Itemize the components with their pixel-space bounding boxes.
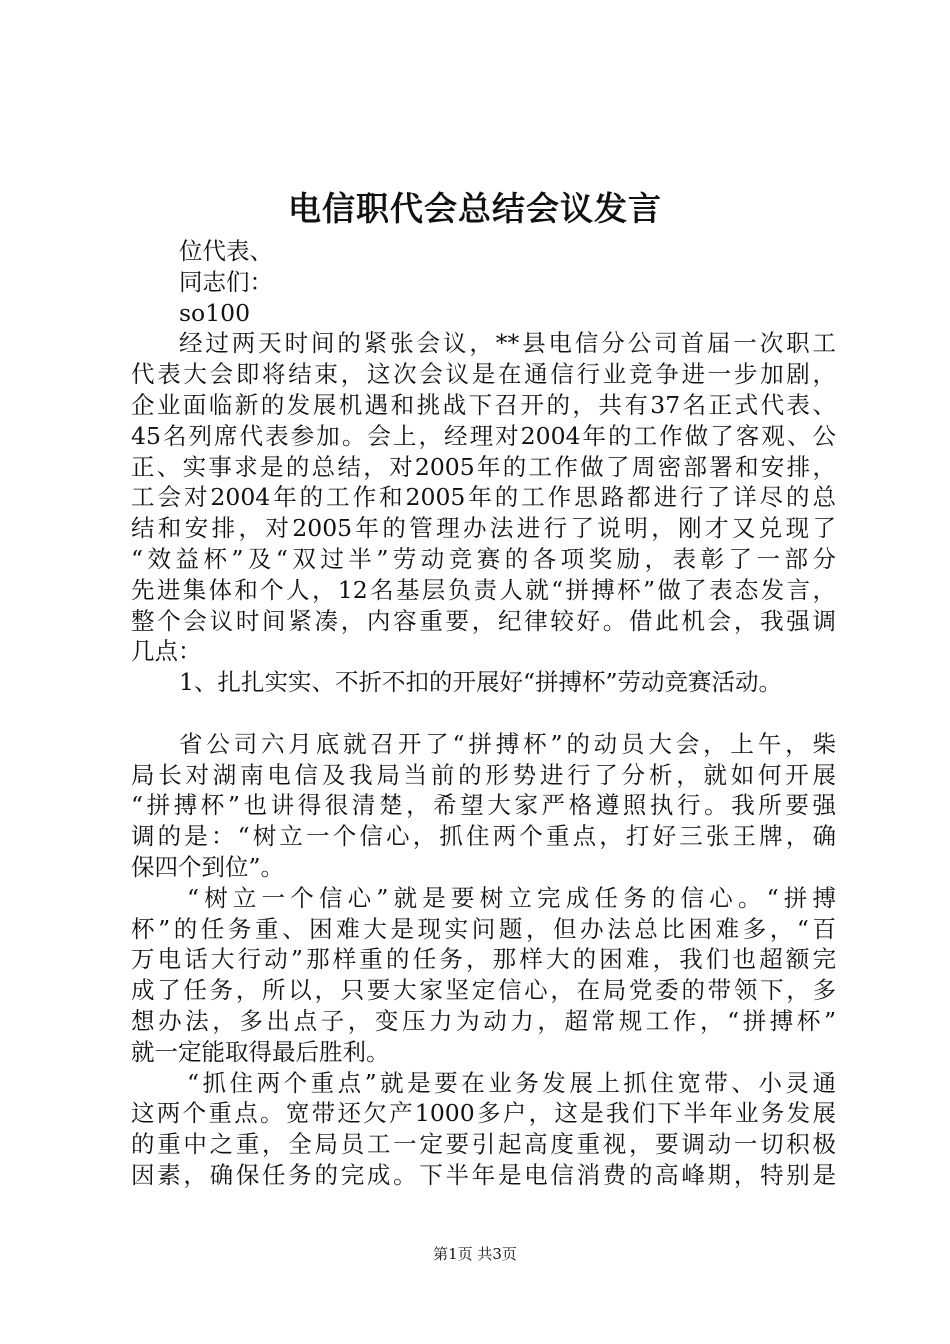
paragraph-line: 调的是：“树立一个信心，抓住两个重点，打好三张王牌，确 [131,822,836,851]
paragraph-line: “抓住两个重点”就是要在业务发展上抓住宽带、小灵通 [187,1068,836,1097]
paragraph-line: 结和安排，对2005年的管理办法进行了说明，刚才又兑现了 [131,514,836,543]
document-title: 电信职代会总结会议发言 [288,189,662,228]
paragraph-line: 45名列席代表参加。会上，经理对2004年的工作做了客观、公 [131,421,836,450]
paragraph-line: “效益杯”及“双过半”劳动竞赛的各项奖励，表彰了一部分 [131,544,836,573]
paragraph-line: 局长对湖南电信及我局当前的形势进行了分析，就如何开展 [131,760,836,789]
paragraph-line: “树立一个信心”就是要树立完成任务的信心。“拼搏 [187,883,836,912]
paragraph-line: 整个会议时间紧凑，内容重要，纪律较好。借此机会，我强调 [131,606,836,635]
paragraph-line: 的重中之重，全局员工一定要引起高度重视，要调动一切积极 [131,1130,836,1159]
paragraph-line: 企业面临新的发展机遇和挑战下召开的，共有37名正式代表、 [131,390,836,419]
page-footer: 第1页 共3页 [433,1245,517,1263]
paragraph-line: 成了任务，所以，只要大家坚定信心，在局党委的带领下，多 [131,976,836,1005]
greeting-line: 同志们： [179,267,273,296]
paragraph-line: 正、实事求是的总结，对2005年的工作做了周密部署和安排， [131,452,836,481]
paragraph-line: 万电话大行动”那样重的任务，那样大的困难，我们也超额完 [131,945,836,974]
paragraph-line: 保四个到位”。 [131,852,285,881]
paragraph-line: 因素，确保任务的完成。下半年是电信消费的高峰期，特别是 [131,1160,836,1189]
paragraph-line: 就一定能取得最后胜利。 [131,1037,390,1066]
paragraph-line: 省公司六月底就召开了“拼搏杯”的动员大会，上午，柴 [179,729,836,758]
paragraph-line: 想办法，多出点子，变压力为动力，超常规工作，“拼搏杯” [131,1006,836,1035]
paragraph-line: 几点： [131,637,202,666]
section-heading: 1、扎扎实实、不折不扣的开展好“拼搏杯”劳动竞赛活动。 [179,668,782,697]
paragraph-line: “拼搏杯”也讲得很清楚，希望大家严格遵照执行。我所要强 [131,791,836,820]
paragraph-line: 工会对2004年的工作和2005年的工作思路都进行了详尽的总 [131,483,836,512]
blank-line [131,698,836,729]
greeting-line: 位代表、 [179,237,273,265]
greeting-line: so100 [179,298,251,327]
paragraph-line: 杯”的任务重、困难大是现实问题，但办法总比困难多，“百 [131,914,836,943]
paragraph-line: 代表大会即将结束，这次会议是在通信行业竞争进一步加剧， [131,360,836,389]
paragraph-line: 先进集体和个人，12名基层负责人就“拼搏杯”做了表态发言， [131,575,836,604]
document-body [131,236,836,1191]
paragraph-line: 这两个重点。宽带还欠产1000多户，这是我们下半年业务发展 [131,1099,836,1128]
paragraph-line: 经过两天时间的紧张会议，**县电信分公司首届一次职工 [179,329,836,358]
